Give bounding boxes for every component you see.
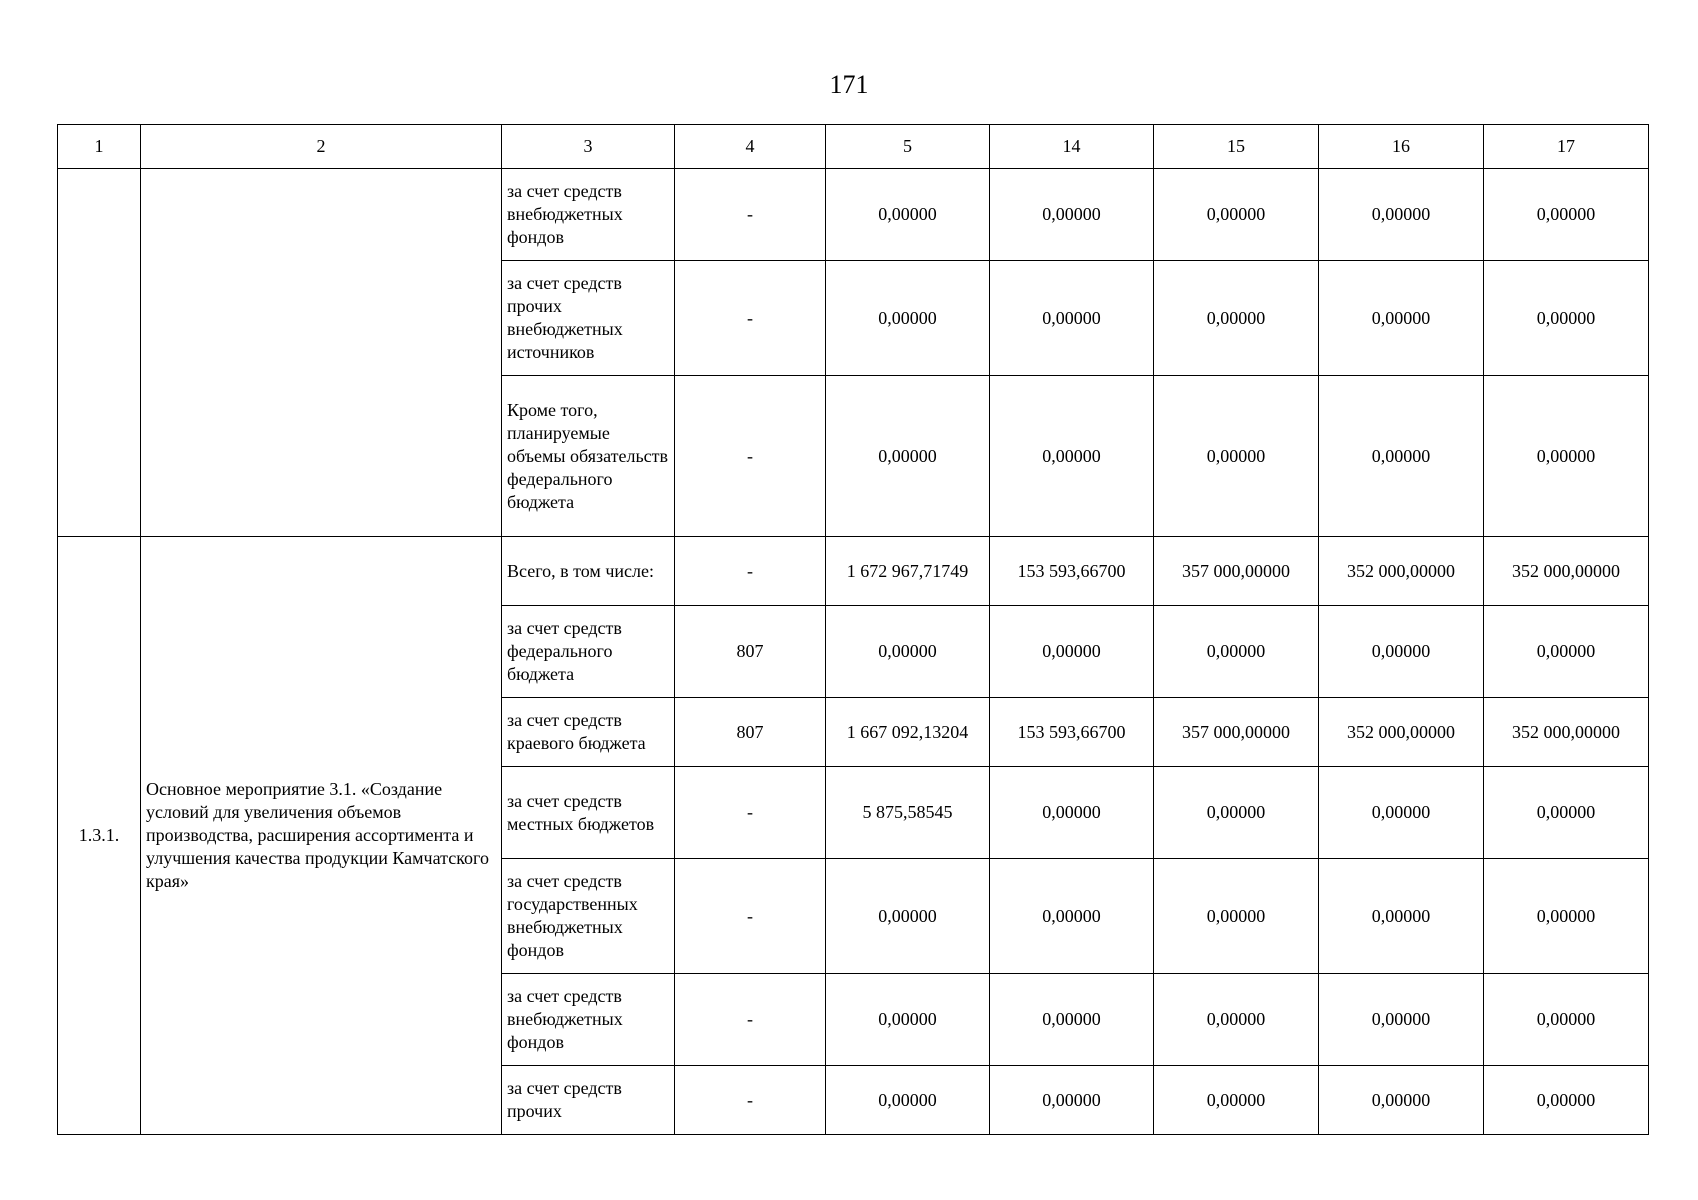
value-cell: 153 593,66700 bbox=[990, 698, 1154, 767]
value-cell: 0,00000 bbox=[1319, 1066, 1484, 1135]
table-row bbox=[58, 169, 1649, 261]
value-cell: 0,00000 bbox=[826, 606, 990, 698]
column-header: 1 bbox=[58, 125, 141, 169]
value-cell: 352 000,00000 bbox=[1484, 537, 1649, 606]
funding-source-cell: за счет средств внебюджетных фондов bbox=[502, 974, 675, 1066]
value-cell: 357 000,00000 bbox=[1154, 537, 1319, 606]
value-cell: 5 875,58545 bbox=[826, 767, 990, 859]
column-header: 4 bbox=[675, 125, 826, 169]
value-cell: 352 000,00000 bbox=[1484, 698, 1649, 767]
value-cell: 0,00000 bbox=[1484, 859, 1649, 974]
value-cell: 0,00000 bbox=[1484, 767, 1649, 859]
code-cell: 807 bbox=[675, 698, 826, 767]
value-cell: 0,00000 bbox=[826, 376, 990, 537]
value-cell: 357 000,00000 bbox=[1154, 698, 1319, 767]
code-cell: - bbox=[675, 376, 826, 537]
funding-source-cell: Всего, в том числе: bbox=[502, 537, 675, 606]
value-cell: 0,00000 bbox=[1319, 859, 1484, 974]
value-cell: 0,00000 bbox=[990, 974, 1154, 1066]
value-cell: 0,00000 bbox=[826, 859, 990, 974]
value-cell: 0,00000 bbox=[990, 261, 1154, 376]
value-cell: 0,00000 bbox=[1154, 974, 1319, 1066]
funding-source-cell: за счет средств прочих bbox=[502, 1066, 675, 1135]
code-cell: - bbox=[675, 767, 826, 859]
value-cell: 0,00000 bbox=[990, 859, 1154, 974]
value-cell: 0,00000 bbox=[1319, 261, 1484, 376]
value-cell: 0,00000 bbox=[1319, 169, 1484, 261]
value-cell: 352 000,00000 bbox=[1319, 698, 1484, 767]
value-cell: 0,00000 bbox=[990, 376, 1154, 537]
value-cell: 0,00000 bbox=[1484, 169, 1649, 261]
value-cell: 0,00000 bbox=[1484, 261, 1649, 376]
code-cell: - bbox=[675, 537, 826, 606]
code-cell: - bbox=[675, 261, 826, 376]
budget-table bbox=[57, 124, 1649, 1135]
column-header: 3 bbox=[502, 125, 675, 169]
value-cell: 0,00000 bbox=[1484, 376, 1649, 537]
value-cell: 0,00000 bbox=[1484, 974, 1649, 1066]
value-cell: 0,00000 bbox=[1154, 376, 1319, 537]
activity-name-cell: Основное мероприятие 3.1. «Создание условий для увеличения объемов производства, расширения ассортимента и улучшения качества продукции Камчатского края» bbox=[141, 537, 502, 1135]
code-cell: - bbox=[675, 974, 826, 1066]
column-header: 15 bbox=[1154, 125, 1319, 169]
column-header: 16 bbox=[1319, 125, 1484, 169]
page-number: 171 bbox=[829, 70, 869, 99]
value-cell: 0,00000 bbox=[826, 261, 990, 376]
value-cell: 1 672 967,71749 bbox=[826, 537, 990, 606]
value-cell: 153 593,66700 bbox=[990, 537, 1154, 606]
column-header: 5 bbox=[826, 125, 990, 169]
value-cell: 0,00000 bbox=[826, 1066, 990, 1135]
funding-source-cell: за счет средств прочих внебюджетных источников bbox=[502, 261, 675, 376]
value-cell: 0,00000 bbox=[990, 767, 1154, 859]
value-cell: 1 667 092,13204 bbox=[826, 698, 990, 767]
code-cell: 807 bbox=[675, 606, 826, 698]
value-cell: 0,00000 bbox=[1154, 169, 1319, 261]
column-header: 17 bbox=[1484, 125, 1649, 169]
value-cell: 0,00000 bbox=[1319, 376, 1484, 537]
value-cell: 0,00000 bbox=[1154, 767, 1319, 859]
value-cell: 0,00000 bbox=[1319, 606, 1484, 698]
code-cell: - bbox=[675, 859, 826, 974]
funding-source-cell: за счет средств местных бюджетов bbox=[502, 767, 675, 859]
value-cell: 0,00000 bbox=[1154, 859, 1319, 974]
column-header: 2 bbox=[141, 125, 502, 169]
column-header: 14 bbox=[990, 125, 1154, 169]
row-index-cell: 1.3.1. bbox=[58, 537, 141, 1135]
funding-source-cell: за счет средств внебюджетных фондов bbox=[502, 169, 675, 261]
value-cell: 0,00000 bbox=[990, 169, 1154, 261]
value-cell: 0,00000 bbox=[826, 974, 990, 1066]
value-cell: 0,00000 bbox=[1319, 767, 1484, 859]
row-index-cell bbox=[58, 169, 141, 537]
funding-source-cell: за счет средств федерального бюджета bbox=[502, 606, 675, 698]
value-cell: 352 000,00000 bbox=[1319, 537, 1484, 606]
value-cell: 0,00000 bbox=[990, 1066, 1154, 1135]
funding-source-cell: за счет средств краевого бюджета bbox=[502, 698, 675, 767]
code-cell: - bbox=[675, 169, 826, 261]
value-cell: 0,00000 bbox=[1484, 1066, 1649, 1135]
funding-source-cell: за счет средств государственных внебюджетных фондов bbox=[502, 859, 675, 974]
table-row bbox=[58, 537, 1649, 606]
value-cell: 0,00000 bbox=[826, 169, 990, 261]
value-cell: 0,00000 bbox=[1154, 1066, 1319, 1135]
value-cell: 0,00000 bbox=[1154, 606, 1319, 698]
activity-name-cell bbox=[141, 169, 502, 537]
value-cell: 0,00000 bbox=[1319, 974, 1484, 1066]
funding-source-cell: Кроме того, планируемые объемы обязательств федерального бюджета bbox=[502, 376, 675, 537]
value-cell: 0,00000 bbox=[1484, 606, 1649, 698]
value-cell: 0,00000 bbox=[990, 606, 1154, 698]
header-row bbox=[58, 125, 1649, 169]
value-cell: 0,00000 bbox=[1154, 261, 1319, 376]
code-cell: - bbox=[675, 1066, 826, 1135]
